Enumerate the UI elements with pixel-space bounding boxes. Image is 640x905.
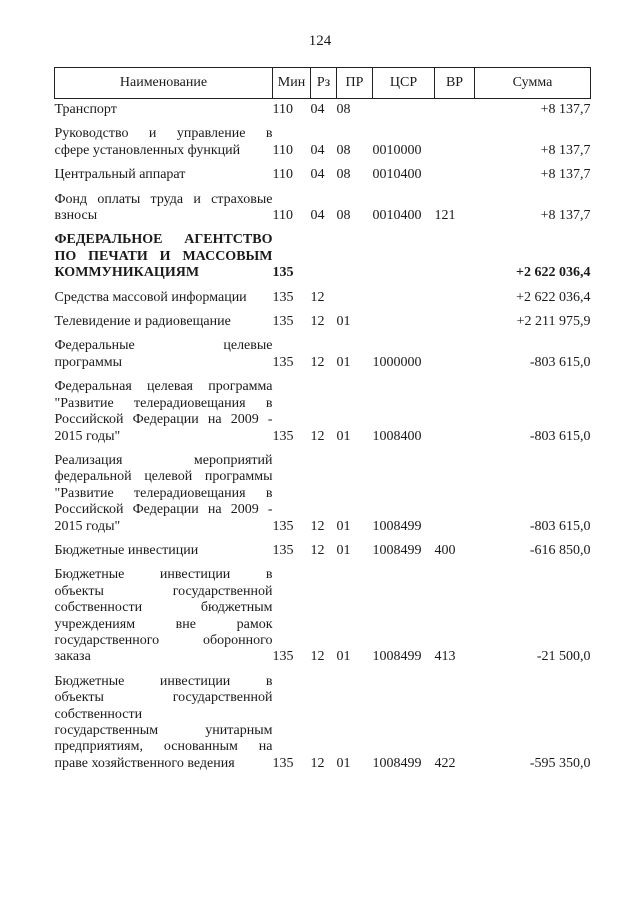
- row-name-line: собственности бюджетным: [54, 600, 273, 616]
- table-row: [55, 540, 591, 564]
- row-name: [55, 287, 273, 311]
- row-name-line: КОММУНИКАЦИЯМ: [54, 265, 200, 281]
- header-sum: Сумма: [475, 68, 591, 99]
- row-name-line: взносы: [54, 208, 98, 224]
- row-name-line: федеральной целевой программы: [54, 469, 273, 485]
- row-min: 135: [272, 354, 294, 370]
- row-rz: 04: [310, 142, 325, 158]
- row-rz: 04: [310, 208, 325, 224]
- table-row: [55, 164, 591, 188]
- row-rz: 04: [310, 102, 325, 117]
- row-min: 135: [272, 518, 294, 534]
- row-name-line: Российской Федерации на 2009 -: [54, 412, 273, 428]
- row-rz: 12: [310, 542, 325, 558]
- row-pr: 01: [336, 542, 351, 558]
- row-rz: 12: [310, 428, 325, 444]
- row-vr: [435, 229, 475, 286]
- row-min: 110: [272, 208, 293, 224]
- row-pr: 01: [336, 428, 351, 444]
- row-pr: 08: [336, 102, 351, 117]
- row-sum: +8 137,7: [540, 102, 591, 117]
- row-name-line: Федеральная целевая программа: [54, 379, 273, 395]
- row-name-line: Федеральные целевые: [54, 338, 273, 354]
- table-row: [55, 189, 591, 230]
- row-pr: [337, 287, 373, 311]
- row-sum: +2 622 036,4: [516, 265, 591, 281]
- row-name-line: сфере установленных функций: [54, 142, 241, 158]
- row-min: 135: [272, 649, 294, 665]
- row-name-line: заказа: [54, 649, 91, 665]
- row-name: [55, 564, 273, 670]
- row-csr: [373, 99, 435, 124]
- row-sum: +2 211 975,9: [516, 314, 591, 330]
- row-name: [55, 229, 273, 286]
- row-min: 110: [272, 102, 293, 117]
- row-pr: 01: [336, 354, 351, 370]
- row-pr: 01: [336, 314, 351, 330]
- row-name-line: собственности: [54, 706, 143, 722]
- row-name: [55, 311, 273, 335]
- row-sum: +8 137,7: [540, 142, 591, 158]
- row-vr: [435, 164, 475, 188]
- row-csr: 1008499: [372, 755, 422, 771]
- row-name: [55, 164, 273, 188]
- row-sum: +8 137,7: [540, 167, 591, 183]
- table-row: [55, 123, 591, 164]
- row-name: [55, 335, 273, 376]
- row-name-line: Реализация мероприятий: [54, 452, 273, 468]
- row-pr: [337, 229, 373, 286]
- row-sum: +2 622 036,4: [516, 289, 591, 305]
- table-row: [55, 287, 591, 311]
- row-name-line: ПО ПЕЧАТИ И МАССОВЫМ: [54, 248, 273, 264]
- row-sum: -21 500,0: [536, 649, 591, 665]
- row-pr: 01: [336, 649, 351, 665]
- row-rz: 12: [310, 755, 325, 771]
- row-name-line: программы: [54, 354, 123, 370]
- row-name-line: Российской Федерации на 2009 -: [54, 502, 273, 518]
- row-rz: [311, 229, 337, 286]
- row-min: 110: [272, 167, 293, 183]
- table-row: [55, 564, 591, 670]
- row-vr: 400: [434, 542, 456, 558]
- table-row: [55, 376, 591, 450]
- row-name: [55, 376, 273, 450]
- row-name-line: Бюджетные инвестиции: [54, 542, 199, 558]
- row-name: [55, 540, 273, 564]
- row-vr: 413: [434, 649, 456, 665]
- row-min: 135: [272, 542, 294, 558]
- row-name-line: Центральный аппарат: [54, 167, 186, 183]
- row-rz: 04: [310, 167, 325, 183]
- row-name-line: "Развитие телерадиовещания в: [54, 395, 273, 411]
- row-vr: [435, 376, 475, 450]
- row-rz: 12: [310, 289, 325, 305]
- row-name: [55, 671, 273, 777]
- row-pr: 01: [336, 755, 351, 771]
- row-min: 135: [272, 265, 294, 281]
- row-csr: 1008400: [372, 428, 422, 444]
- row-csr: 1008499: [372, 649, 422, 665]
- table-header-row: [55, 68, 591, 99]
- row-pr: 01: [336, 518, 351, 534]
- row-name-line: "Развитие телерадиовещания в: [54, 485, 273, 501]
- header-vr: ВР: [435, 68, 475, 99]
- row-csr: 0010000: [372, 142, 422, 158]
- row-name: [55, 189, 273, 230]
- row-sum: -595 350,0: [529, 755, 591, 771]
- table-body: [55, 99, 591, 778]
- row-name: [55, 450, 273, 540]
- row-pr: 08: [336, 208, 351, 224]
- row-name-line: объекты государственной: [54, 583, 273, 599]
- header-rz: Рз: [311, 68, 337, 99]
- row-min: 135: [272, 289, 294, 305]
- row-name-line: Средства массовой информации: [54, 289, 247, 305]
- row-min: 135: [272, 428, 294, 444]
- row-vr: [435, 311, 475, 335]
- row-csr: 0010400: [372, 167, 422, 183]
- table-row: [55, 335, 591, 376]
- row-sum: -616 850,0: [529, 542, 591, 558]
- row-name-line: 2015 годы": [54, 428, 121, 444]
- row-sum: -803 615,0: [529, 428, 591, 444]
- row-name-line: Фонд оплаты труда и страховые: [54, 191, 273, 207]
- header-csr: ЦСР: [373, 68, 435, 99]
- row-csr: 1008499: [372, 518, 422, 534]
- row-vr: 121: [434, 208, 456, 224]
- row-sum: -803 615,0: [529, 354, 591, 370]
- row-sum: -803 615,0: [529, 518, 591, 534]
- row-name-line: объекты государственной: [54, 690, 273, 706]
- row-name-line: Телевидение и радиовещание: [54, 314, 231, 330]
- row-min: 110: [272, 142, 293, 158]
- row-name-line: ФЕДЕРАЛЬНОЕ АГЕНТСТВО: [54, 232, 273, 248]
- row-rz: 12: [310, 649, 325, 665]
- row-name-line: Бюджетные инвестиции в: [54, 567, 273, 583]
- header-name: Наименование: [55, 68, 273, 99]
- row-min: 135: [272, 755, 294, 771]
- row-csr: 0010400: [372, 208, 422, 224]
- row-pr: 08: [336, 167, 351, 183]
- table-row: [55, 99, 591, 124]
- row-min: 135: [272, 314, 294, 330]
- row-vr: [435, 450, 475, 540]
- row-name-line: учреждениям вне рамок: [54, 616, 273, 632]
- row-name-line: 2015 годы": [54, 518, 121, 534]
- row-name: [55, 99, 273, 124]
- table-row: [55, 311, 591, 335]
- row-pr: 08: [336, 142, 351, 158]
- row-name-line: Бюджетные инвестиции в: [54, 673, 273, 689]
- table-row: [55, 450, 591, 540]
- row-name-line: Руководство и управление в: [54, 126, 273, 142]
- row-csr: [373, 229, 435, 286]
- budget-table: [54, 67, 591, 777]
- header-min: Мин: [273, 68, 311, 99]
- row-name-line: государственного оборонного: [54, 632, 273, 648]
- row-rz: 12: [310, 518, 325, 534]
- row-sum: +8 137,7: [540, 208, 591, 224]
- row-vr: [435, 335, 475, 376]
- page-number: 124: [308, 33, 332, 49]
- row-name-line: предприятиям, основанным на: [54, 739, 273, 755]
- row-csr: 1000000: [372, 354, 422, 370]
- row-csr: [373, 311, 435, 335]
- table-row: [55, 671, 591, 777]
- row-rz: 12: [310, 314, 325, 330]
- row-rz: 12: [310, 354, 325, 370]
- row-name-line: Транспорт: [54, 102, 117, 117]
- row-vr: [435, 99, 475, 124]
- row-name-line: праве хозяйственного ведения: [54, 755, 235, 771]
- row-vr: 422: [434, 755, 456, 771]
- header-pr: ПР: [337, 68, 373, 99]
- row-name-line: государственным унитарным: [54, 723, 273, 738]
- row-csr: 1008499: [372, 542, 422, 558]
- row-vr: [435, 287, 475, 311]
- row-vr: [435, 123, 475, 164]
- row-name: [55, 123, 273, 164]
- table-row: [55, 229, 591, 286]
- row-csr: [373, 287, 435, 311]
